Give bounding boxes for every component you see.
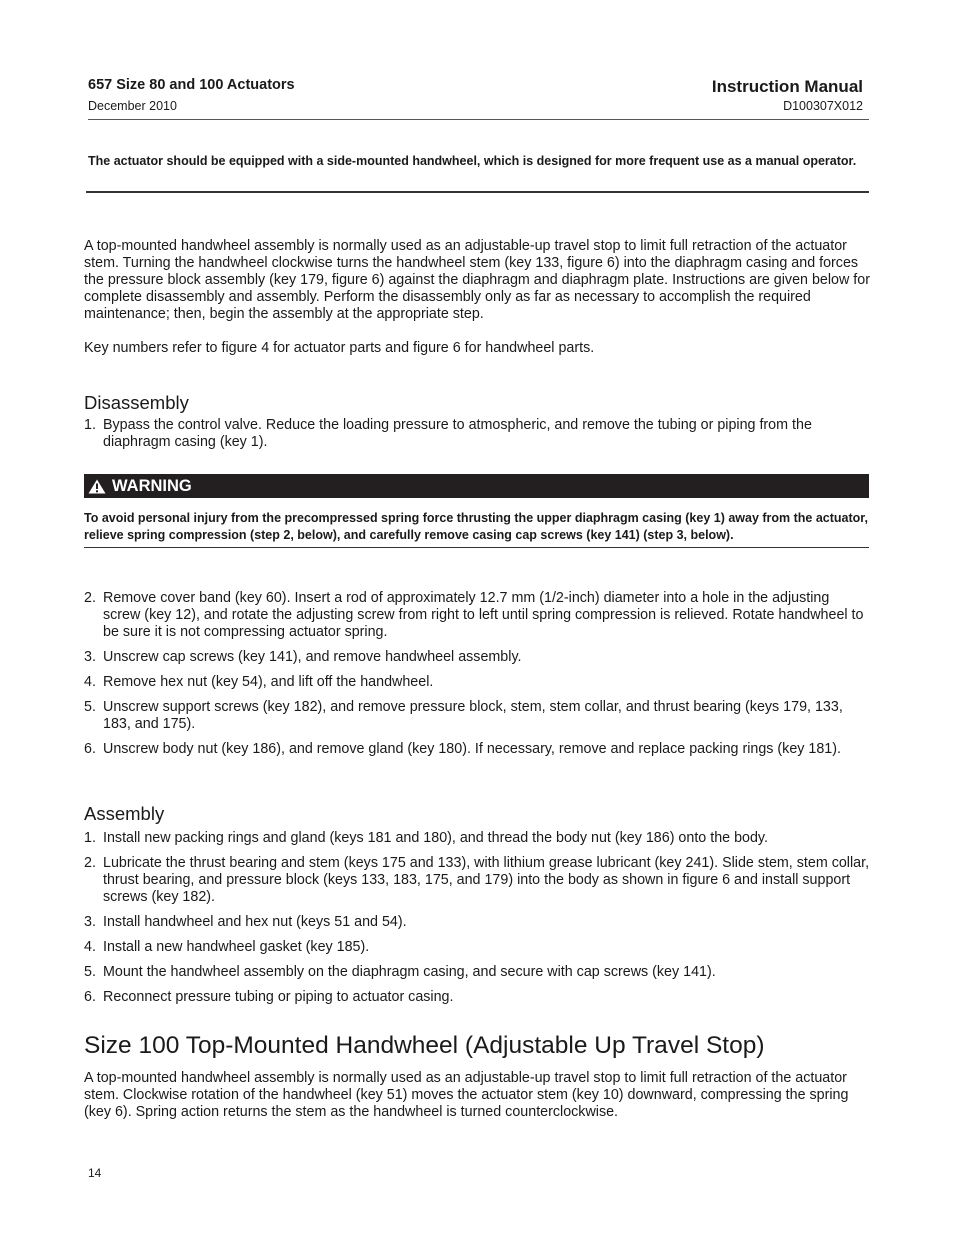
manual-label: Instruction Manual <box>711 77 863 96</box>
list-item <box>84 914 870 931</box>
list-item <box>84 699 870 733</box>
step-number: 3. <box>84 914 96 930</box>
step-number: 5. <box>84 699 96 715</box>
step-text: Unscrew body nut (key 186), and remove gland (key 180). If necessary, remove and replace packing rings (key 181). <box>103 741 841 757</box>
page-number: 14 <box>88 1166 102 1180</box>
step-text: Mount the handwheel assembly on the diaphragm casing, and secure with cap screws (key 141). <box>103 964 716 980</box>
step-text: Install a new handwheel gasket (key 185). <box>103 939 370 955</box>
step-text: Install handwheel and hex nut (keys 51 and 54). <box>103 914 407 930</box>
list-item <box>84 964 870 981</box>
step-number: 3. <box>84 649 96 665</box>
note-text: The actuator should be equipped with a side-mounted handwheel, which is designed for more frequent use as a manual operator. <box>88 154 857 168</box>
disassembly-steps-before-warning <box>84 417 870 459</box>
document-number: D100307X012 <box>783 99 863 113</box>
list-item <box>84 939 870 956</box>
step-number: 6. <box>84 989 96 1005</box>
disassembly-heading: Disassembly <box>84 392 189 413</box>
document-date: December 2010 <box>88 99 177 113</box>
step-text: Reconnect pressure tubing or piping to actuator casing. <box>103 989 454 1005</box>
warning-label: WARNING <box>112 477 192 495</box>
step-text: Remove cover band (key 60). Insert a rod of approximately 12.7 mm (1/2-inch) diameter into a hole in the adjusting screw (key 12), and rotate the adjusting screw from right to left until spring compression is relieved. Rotate handwheel to be sure it is not compressing actuator spring. <box>103 590 864 640</box>
list-item <box>84 989 870 1006</box>
step-text: Bypass the control valve. Reduce the loading pressure to atmospheric, and remove the tubing or piping from the diaphragm casing (key 1). <box>103 417 812 450</box>
assembly-heading: Assembly <box>84 803 165 824</box>
list-item <box>84 590 870 641</box>
list-item <box>84 830 870 847</box>
intro-paragraph: A top-mounted handwheel assembly is normally used as an adjustable-up travel stop to limit full retraction of the actuator stem. Turning the handwheel clockwise turns the handwheel stem (key 133, figure 6) into the diaphragm casing and forces the pressure block assembly (key 179, figure 6) against the diaphragm and diaphragm plate. Instructions are given below for complete disassembly and assembly. Perform the disassembly only as far as necessary to accomplish the required maintenance; then, begin the assembly at the appropriate step. <box>84 238 870 322</box>
list-item <box>84 649 870 666</box>
step-number: 2. <box>84 855 96 871</box>
size100-heading: Size 100 Top-Mounted Handwheel (Adjustable Up Travel Stop) <box>84 1032 765 1059</box>
step-number: 2. <box>84 590 96 606</box>
list-item <box>84 741 870 758</box>
step-text: Install new packing rings and gland (keys 181 and 180), and thread the body nut (key 186) onto the body. <box>103 830 768 846</box>
warning-banner <box>84 474 869 498</box>
assembly-steps <box>84 830 870 1014</box>
warning-text: To avoid personal injury from the precompressed spring force thrusting the upper diaphragm casing (key 1) away from the actuator, relieve spring compression (step 2, below), and carefully remove casing cap screws (key 141) (step 3, below). <box>84 511 868 542</box>
key-numbers-paragraph: Key numbers refer to figure 4 for actuator parts and figure 6 for handwheel parts. <box>84 340 595 356</box>
list-item <box>84 417 870 451</box>
step-number: 1. <box>84 830 96 846</box>
header-divider <box>88 119 869 120</box>
step-text: Unscrew cap screws (key 141), and remove handwheel assembly. <box>103 649 522 665</box>
step-text: Unscrew support screws (key 182), and remove pressure block, stem, stem collar, and thrust bearing (keys 179, 133, 183, and 175). <box>103 699 843 732</box>
size100-paragraph: A top-mounted handwheel assembly is normally used as an adjustable-up travel stop to limit full retraction of the actuator stem. Clockwise rotation of the handwheel (key 51) moves the actuator stem (key 10) downward, compressing the spring (key 6). Spring action returns the stem as the handwheel is turned counterclockwise. <box>84 1070 849 1120</box>
step-number: 1. <box>84 417 96 433</box>
step-number: 4. <box>84 674 96 690</box>
document-title: 657 Size 80 and 100 Actuators <box>88 77 295 93</box>
step-number: 6. <box>84 741 96 757</box>
list-item <box>84 674 870 691</box>
disassembly-steps-after-warning <box>84 590 870 766</box>
list-item <box>84 855 870 906</box>
warning-triangle-icon <box>88 479 106 494</box>
step-number: 5. <box>84 964 96 980</box>
step-text: Lubricate the thrust bearing and stem (keys 175 and 133), with lithium grease lubricant (key 241). Slide stem, stem collar, thrust bearing, and pressure block (keys 133, 183, 175, and 179) into the body as shown in figure 6 and install support screws (key 182). <box>103 855 870 905</box>
step-text: Remove hex nut (key 54), and lift off the handwheel. <box>103 674 434 690</box>
warning-divider <box>84 547 869 548</box>
step-number: 4. <box>84 939 96 955</box>
note-divider <box>86 191 869 193</box>
